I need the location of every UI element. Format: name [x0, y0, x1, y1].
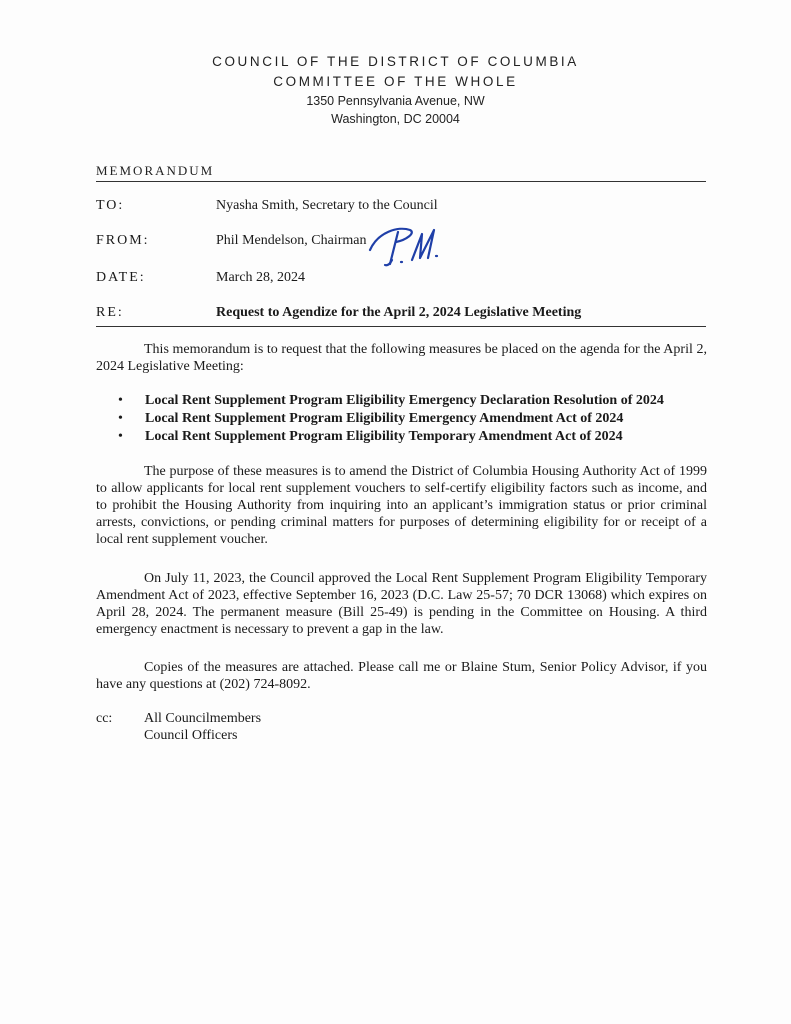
from-value: Phil Mendelson, Chairman	[216, 233, 367, 248]
committee-name: COMMITTEE OF THE WHOLE	[273, 74, 518, 89]
purpose-text: The purpose of these measures is to amend the District of Columbia Housing Authority Act of 1999 to allow applicants for local rent supplement vouchers to self-certify eligibility factors such as income, and to prohibit the Housing Authority from inquiring into an applicant’s immigration status or prior criminal arrests, convictions, or pending criminal matters for purposes of determining eligibility for or receipt of a local rent supplement voucher.	[96, 464, 707, 547]
chairman-signature	[368, 224, 448, 275]
re-subject: Request to Agendize for the April 2, 2024 Legislative Meeting	[216, 305, 582, 320]
measures-list	[116, 392, 664, 446]
copies-text: Copies of the measures are attached. Please call me or Blaine Stum, Senior Policy Advisor, if you have any questions at (202) 724-8092.	[96, 660, 707, 692]
city-address: Washington, DC 20004	[331, 112, 460, 126]
purpose-paragraph	[96, 463, 707, 548]
intro-text: This memorandum is to request that the following measures be placed on the agenda for the April 2, 2024 Legislative Meeting:	[96, 342, 707, 374]
history-paragraph	[96, 570, 707, 638]
signature-icon	[368, 224, 448, 270]
council-name: COUNCIL OF THE DISTRICT OF COLUMBIA	[212, 54, 579, 69]
list-item	[116, 392, 664, 410]
copies-paragraph	[96, 659, 707, 693]
street-address: 1350 Pennsylvania Avenue, NW	[306, 94, 485, 108]
cc-recipients	[144, 710, 261, 744]
measure-title: Local Rent Supplement Program Eligibility Temporary Amendment Act of 2024	[145, 429, 623, 444]
letterhead	[0, 52, 791, 128]
cc-label: cc:	[96, 711, 113, 726]
intro-paragraph	[96, 341, 707, 375]
bullet-icon: •	[118, 411, 123, 426]
cc-recipient: All Councilmembers	[144, 711, 262, 726]
list-item	[116, 410, 664, 428]
cc-recipient: Council Officers	[144, 728, 238, 743]
bullet-icon: •	[118, 393, 123, 408]
measure-title: Local Rent Supplement Program Eligibility Emergency Declaration Resolution of 2024	[145, 393, 664, 408]
memo-top-rule	[96, 181, 706, 182]
re-label: RE:	[96, 305, 124, 320]
history-text: On July 11, 2023, the Council approved the Local Rent Supplement Program Eligibility Temporary Amendment Act of 2023, effective September 16, 2023 (D.C. Law 25-57; 70 DCR 13068) which expires on April 28, 2024. The permanent measure (Bill 25-49) is pending in the Committee on Housing. A third emergency enactment is necessary to prevent a gap in the law.	[96, 571, 707, 637]
memo-bottom-rule	[96, 326, 706, 327]
to-value: Nyasha Smith, Secretary to the Council	[216, 198, 438, 213]
bullet-icon: •	[118, 429, 123, 444]
from-label: FROM:	[96, 233, 150, 248]
date-value: March 28, 2024	[216, 270, 306, 285]
measure-title: Local Rent Supplement Program Eligibility Emergency Amendment Act of 2024	[145, 411, 624, 426]
date-label: DATE:	[96, 270, 146, 285]
memorandum-label: MEMORANDUM	[96, 163, 215, 178]
to-label: TO:	[96, 198, 125, 213]
list-item	[116, 428, 664, 446]
